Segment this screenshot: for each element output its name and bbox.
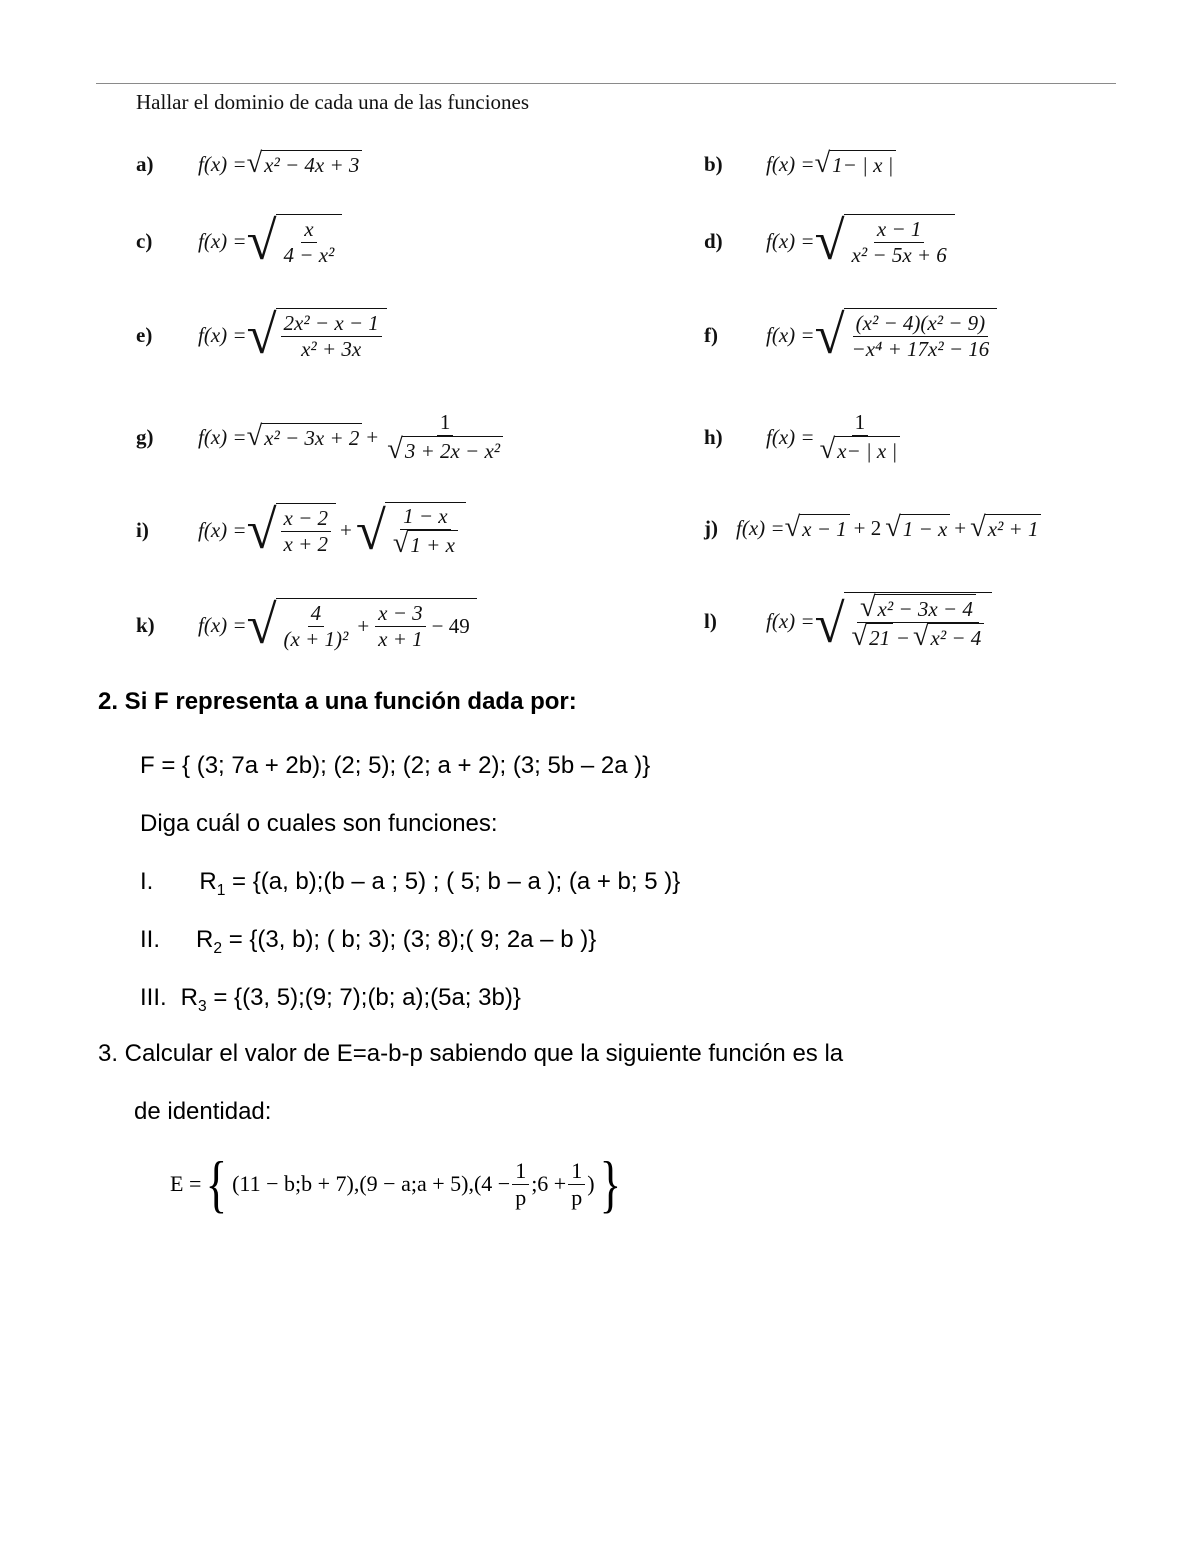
exercise3-line2: de identidad: xyxy=(134,1098,272,1125)
exercise2-question: Diga cuál o cuales son funciones: xyxy=(140,810,498,837)
fx-label: f(x) = xyxy=(198,151,247,176)
item-c: c) f(x) = √ $\frac{x}{\text{4 − x²}}$ xyxy=(136,214,342,269)
item-g: g) f(x) = √ x² − 3x + 2 + 1 √ 3 + 2x − x² xyxy=(136,410,508,464)
item-e: e) f(x) = √ $\frac{\text{2x² − x − 1}}{\text{x² + 3x}}$ xyxy=(136,308,387,363)
relation-2: II. $R_2 = \{(3$, b); ( b; 3); (3; 8);( 9; 2a – b )} xyxy=(140,926,597,957)
relation-1: I. $R_1 = \{(a$, b);(b – a ; 5) ; ( 5; b – a ); (a + b; 5 )} xyxy=(140,868,681,899)
item-h: h) f(x) = 1 √ x− | x | xyxy=(704,410,905,464)
item-f: f) f(x) = √ $\frac{\text{(x² − 4)(x² − 9)}}{\text{−x⁴ + 17x² − 16}}$ xyxy=(704,308,997,363)
exercise2-title: 2. Si F representa a una función dada por: xyxy=(98,688,577,715)
item-l: l) f(x) = √ √ x² − 3x − 4 √ 21 − √ x² − 4 xyxy=(704,592,992,652)
item-j: j) f(x) = √ x − 1 + 2 √ 1 − x + √ x² + 1 xyxy=(704,514,1041,542)
item-i: i) f(x) = √ $\frac{x - 2}{x + 2}$ + √ 1 − x √ 1 + x xyxy=(136,502,466,558)
exercise2-set: F = { (3; 7a + 2b); (2; 5); (2; a + 2); (3; 5b – 2a )} xyxy=(140,752,651,779)
relation-3: III. $R_3 = \{(3$, 5);(9; 7);(b; a);(5a; 3b)} xyxy=(140,984,521,1015)
identity-function-equation: E = { (11 − b;b + 7),(9 − a;a + 5),(4 − $\frac{1}{p}$ ;6 + $\frac{1}{p}$ ) } xyxy=(170,1148,621,1219)
item-b: b) f(x) = √ 1− | x | xyxy=(704,150,896,178)
exercise1-heading: Hallar el dominio de cada una de las funciones xyxy=(136,90,530,114)
item-k: k) f(x) = √ $\frac{4}{\text{(x + 1)²}}$ + $\frac{x - 3}{x + 1}$ − 49 xyxy=(136,598,477,653)
exercise3-line1: 3. Calcular el valor de E=a-b-p sabiendo que la siguiente función es la xyxy=(98,1040,844,1067)
item-a: a) f(x) = √ x² − 4x + 3 xyxy=(136,150,362,178)
item-d: d) f(x) = √ $\frac{x - 1}{\text{x² − 5x + 6}}$ xyxy=(704,214,955,269)
